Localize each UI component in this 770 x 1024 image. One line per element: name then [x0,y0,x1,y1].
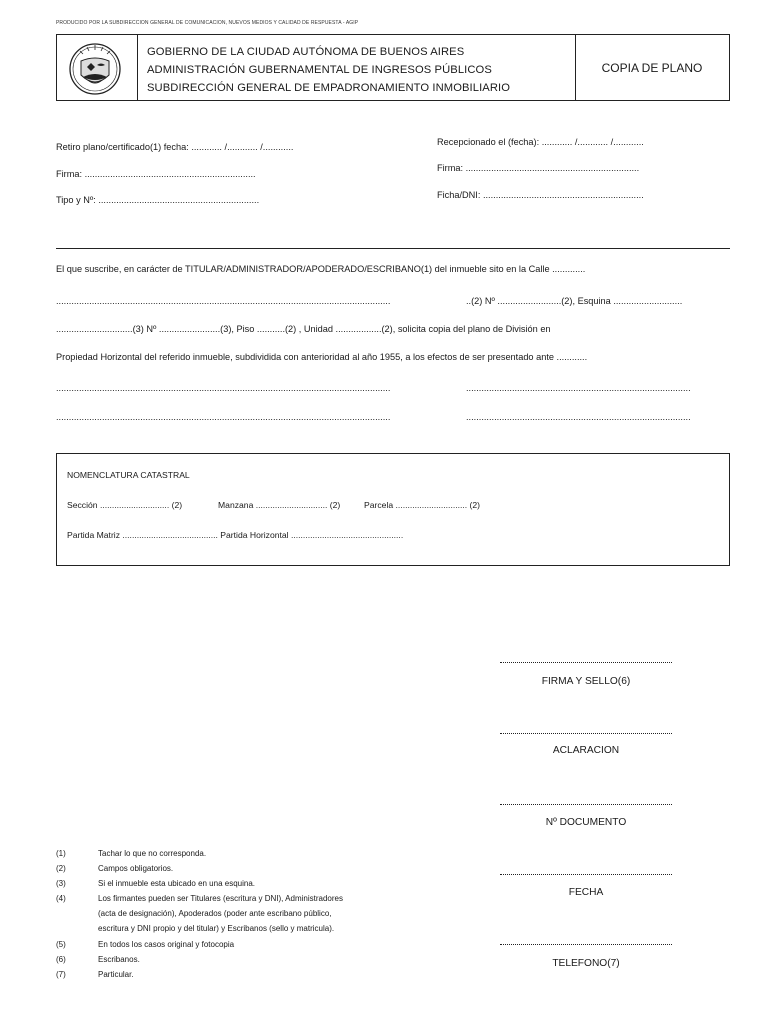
ficha-dni-field[interactable]: Ficha/DNI: ............................................................... [437,190,644,200]
header-divider [137,35,138,100]
numero-esquina-field[interactable]: ..(2) Nº .........................(2), Esquina ........................... [466,296,683,306]
parcela-field[interactable]: Parcela .............................. (2) [364,500,481,510]
body-line-4: Propiedad Horizontal del referido inmueble, subdividida con anterioridad al año 1955, a los efectos de ser presentado ante ............ [56,352,588,362]
footnote: (6) Escribanos. [56,954,140,964]
calle-field[interactable]: ................................................................................................................................... [56,296,391,306]
footnote: (3) Si el inmueble esta ubicado en una esquina. [56,879,255,889]
nomenclatura-title: NOMENCLATURA CATASTRAL [67,470,190,480]
header-line-administracion: ADMINISTRACIÓN GUBERNAMENTAL DE INGRESOS PÚBLICOS [147,64,492,76]
documento-label: Nº DOCUMENTO [545,817,627,828]
body-line-1: El que suscribe, en carácter de TITULAR/ADMINISTRADOR/APODERADO/ESCRIBANO(1) del inmueble sito en la Calle ............. [56,264,586,274]
telefono-label: TELEFONO(7) [552,958,620,969]
tipo-numero-field[interactable]: Tipo y Nº: ............................................................... [56,195,260,205]
header-line-gobierno: GOBIERNO DE LA CIUDAD AUTÓNOMA DE BUENOS AIRES [147,46,465,58]
telefono-line[interactable] [500,944,672,945]
footnote: (2) Campos obligatorios. [56,864,174,874]
presentar-field-1[interactable]: ................................................................................................................................... [56,383,391,393]
aclaracion-label: ACLARACION [552,745,620,756]
footnote: (1) Tachar lo que no corresponda. [56,849,207,858]
header-line-subdireccion: SUBDIRECCIÓN GENERAL DE EMPADRONAMIENTO INMOBILIARIO [147,82,511,94]
presentar-field-4[interactable]: ........................................................................................ [466,412,691,422]
footnote: (acta de designación), Apoderados (poder ante escribano público, [98,909,332,919]
section-divider [56,248,730,249]
header-titles [147,43,510,97]
fecha-line[interactable] [500,874,672,875]
seccion-field[interactable]: Sección ............................. (2) [67,500,183,510]
firma-field-left[interactable]: Firma: ................................................................... [56,169,256,179]
presentar-field-3[interactable]: ................................................................................................................................... [56,412,391,422]
footnote: (4) Los firmantes pueden ser Titulares (escritura y DNI), Administradores [56,894,343,904]
body-line-3: ..............................(3) Nº ........................(3), Piso ...........(2) , Unidad ..................(2), solicita copia del plano de División en [56,324,551,334]
firma-sello-line[interactable] [500,662,672,663]
producido-note: PRODUCIDO POR LA SUBDIRECCION GENERAL DE COMUNICACION, NUEVOS MEDIOS Y CALIDAD DE RESPUESTA - AGIP [56,20,359,26]
presentar-field-2[interactable]: ........................................................................................ [466,383,691,393]
footnote: escritura y DNI propio y del titular) y Escribanos (sello y matricula). [98,924,335,934]
footnotes [56,846,343,982]
footnote: (7) Particular. [56,969,134,979]
city-coat-of-arms-logo [67,41,123,97]
fecha-label: FECHA [568,887,604,898]
documento-line[interactable] [500,804,672,805]
retiro-field[interactable]: Retiro plano/certificado(1) fecha: ............ /............ /............ [56,142,294,152]
recepcionado-field[interactable]: Recepcionado el (fecha): ............ /............ /............ [437,137,644,147]
footnote: (5) En todos los casos original y fotocopia [56,939,235,949]
firma-field-right[interactable]: Firma: .................................................................... [437,163,640,173]
aclaracion-line[interactable] [500,733,672,734]
header-box [56,34,730,101]
manzana-field[interactable]: Manzana .............................. (2) [218,500,341,510]
firma-sello-label: FIRMA Y SELLO(6) [541,676,631,687]
copia-de-plano-title: COPIA DE PLANO [601,60,703,75]
partida-field[interactable]: Partida Matriz ........................................ Partida Horizontal ............................................... [67,530,404,540]
